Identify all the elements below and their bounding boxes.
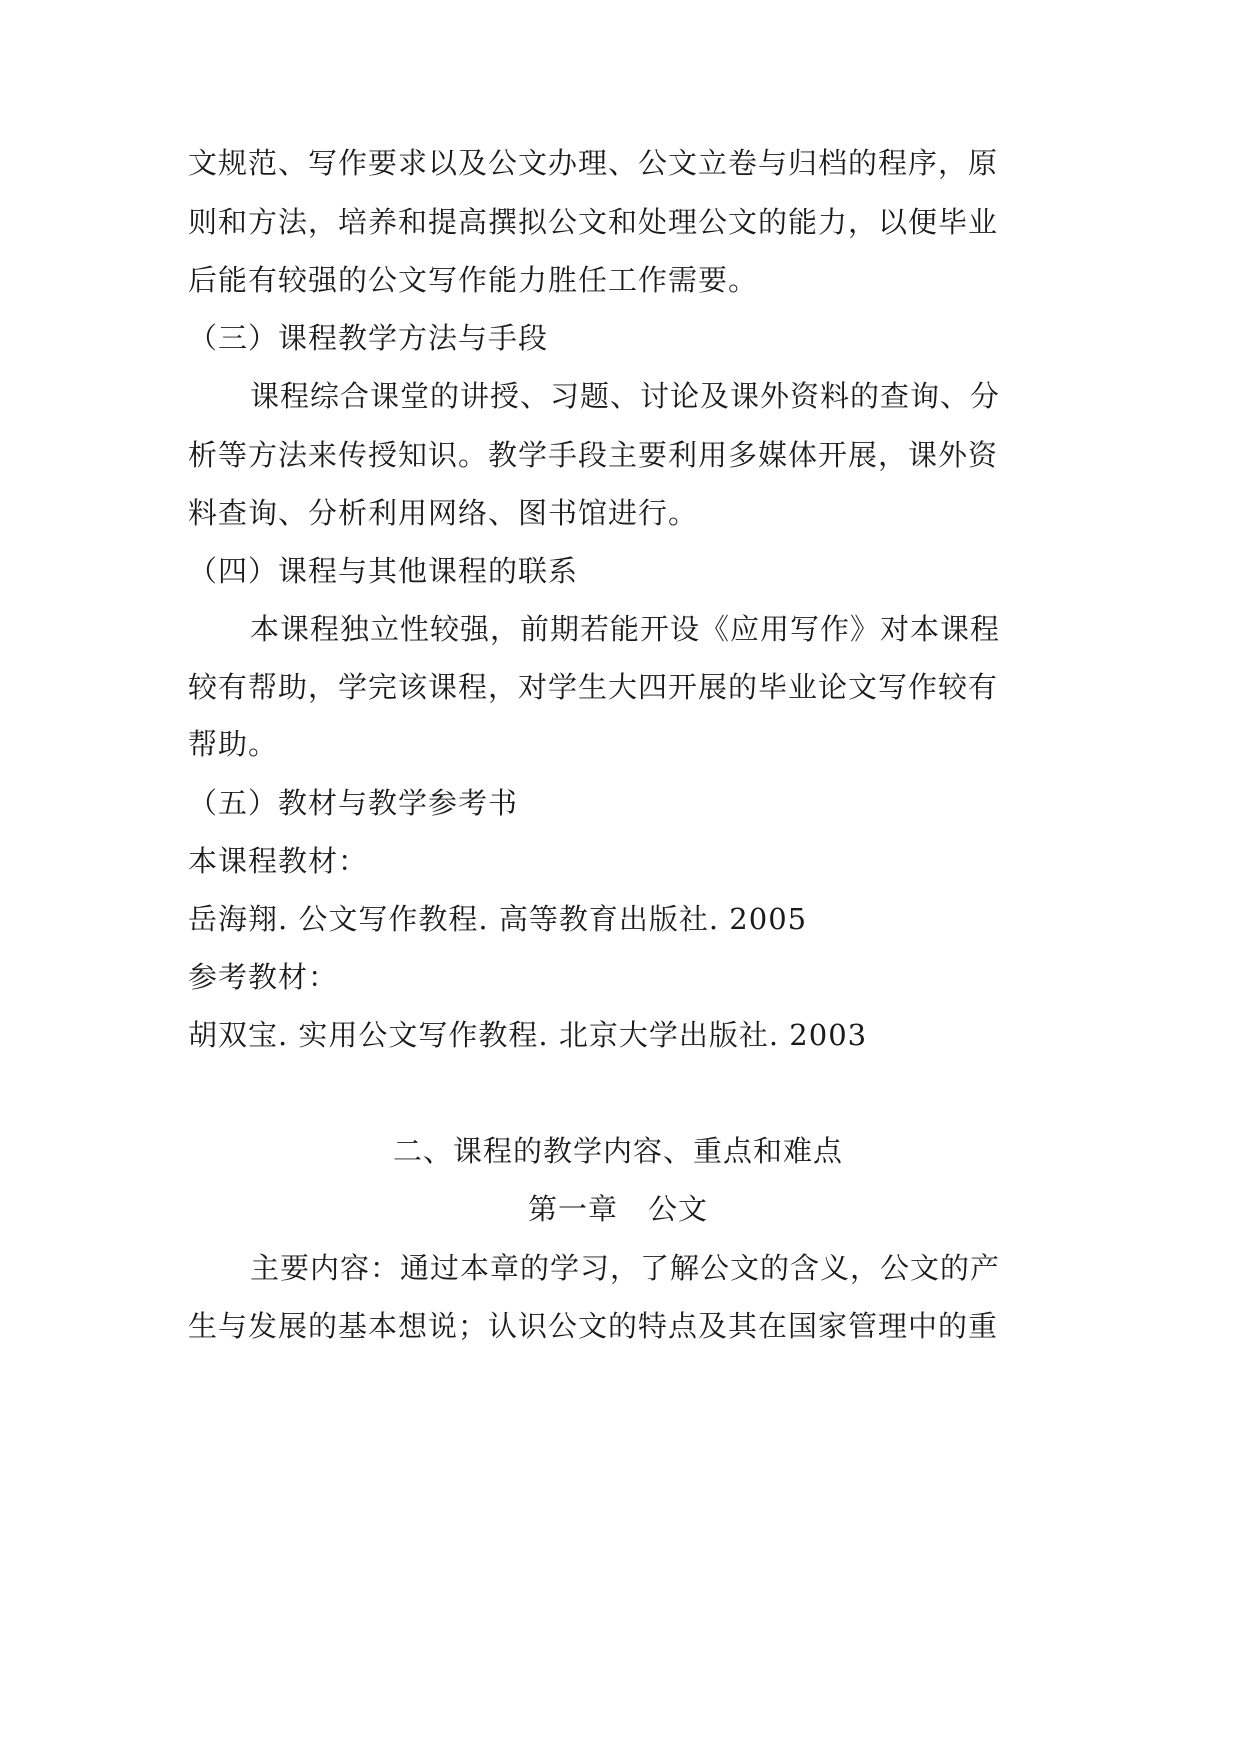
- paragraph-line: 课程综合课堂的讲授、习题、讨论及课外资料的查询、分: [250, 379, 1001, 413]
- paragraph-line: 析等方法来传授知识。教学手段主要利用多媒体开展，课外资: [188, 438, 999, 472]
- paragraph-line: 则和方法，培养和提高撰拟公文和处理公文的能力，以便毕业: [188, 205, 999, 239]
- part-title: 二、课程的教学内容、重点和难点: [392, 1134, 843, 1168]
- paragraph-line: 文规范、写作要求以及公文办理、公文立卷与归档的程序，原: [188, 146, 999, 180]
- paragraph-line: 本课程独立性较强，前期若能开设《应用写作》对本课程: [250, 612, 1001, 646]
- section-heading: （四）课程与其他课程的联系: [188, 554, 579, 588]
- reference-label: 参考教材：: [188, 960, 339, 994]
- paragraph-line: 后能有较强的公文写作能力胜任工作需要。: [188, 263, 759, 297]
- paragraph-line: 较有帮助，学完该课程，对学生大四开展的毕业论文写作较有: [188, 670, 999, 704]
- textbook-citation: 岳海翔. 公文写作教程. 高等教育出版社. 2005: [188, 902, 808, 936]
- reference-citation: 胡双宝. 实用公文写作教程. 北京大学出版社. 2003: [188, 1018, 868, 1052]
- textbook-label: 本课程教材：: [188, 844, 369, 878]
- section-heading: （三）课程教学方法与手段: [188, 321, 549, 355]
- chapter-title: 第一章 公文: [527, 1192, 708, 1226]
- paragraph-line: 帮助。: [188, 727, 279, 761]
- paragraph-line: 料查询、分析利用网络、图书馆进行。: [188, 496, 699, 530]
- paragraph-line: 主要内容：通过本章的学习，了解公文的含义，公文的产: [250, 1251, 1001, 1285]
- section-heading: （五）教材与教学参考书: [188, 786, 519, 820]
- paragraph-line: 生与发展的基本想说；认识公文的特点及其在国家管理中的重: [188, 1309, 999, 1343]
